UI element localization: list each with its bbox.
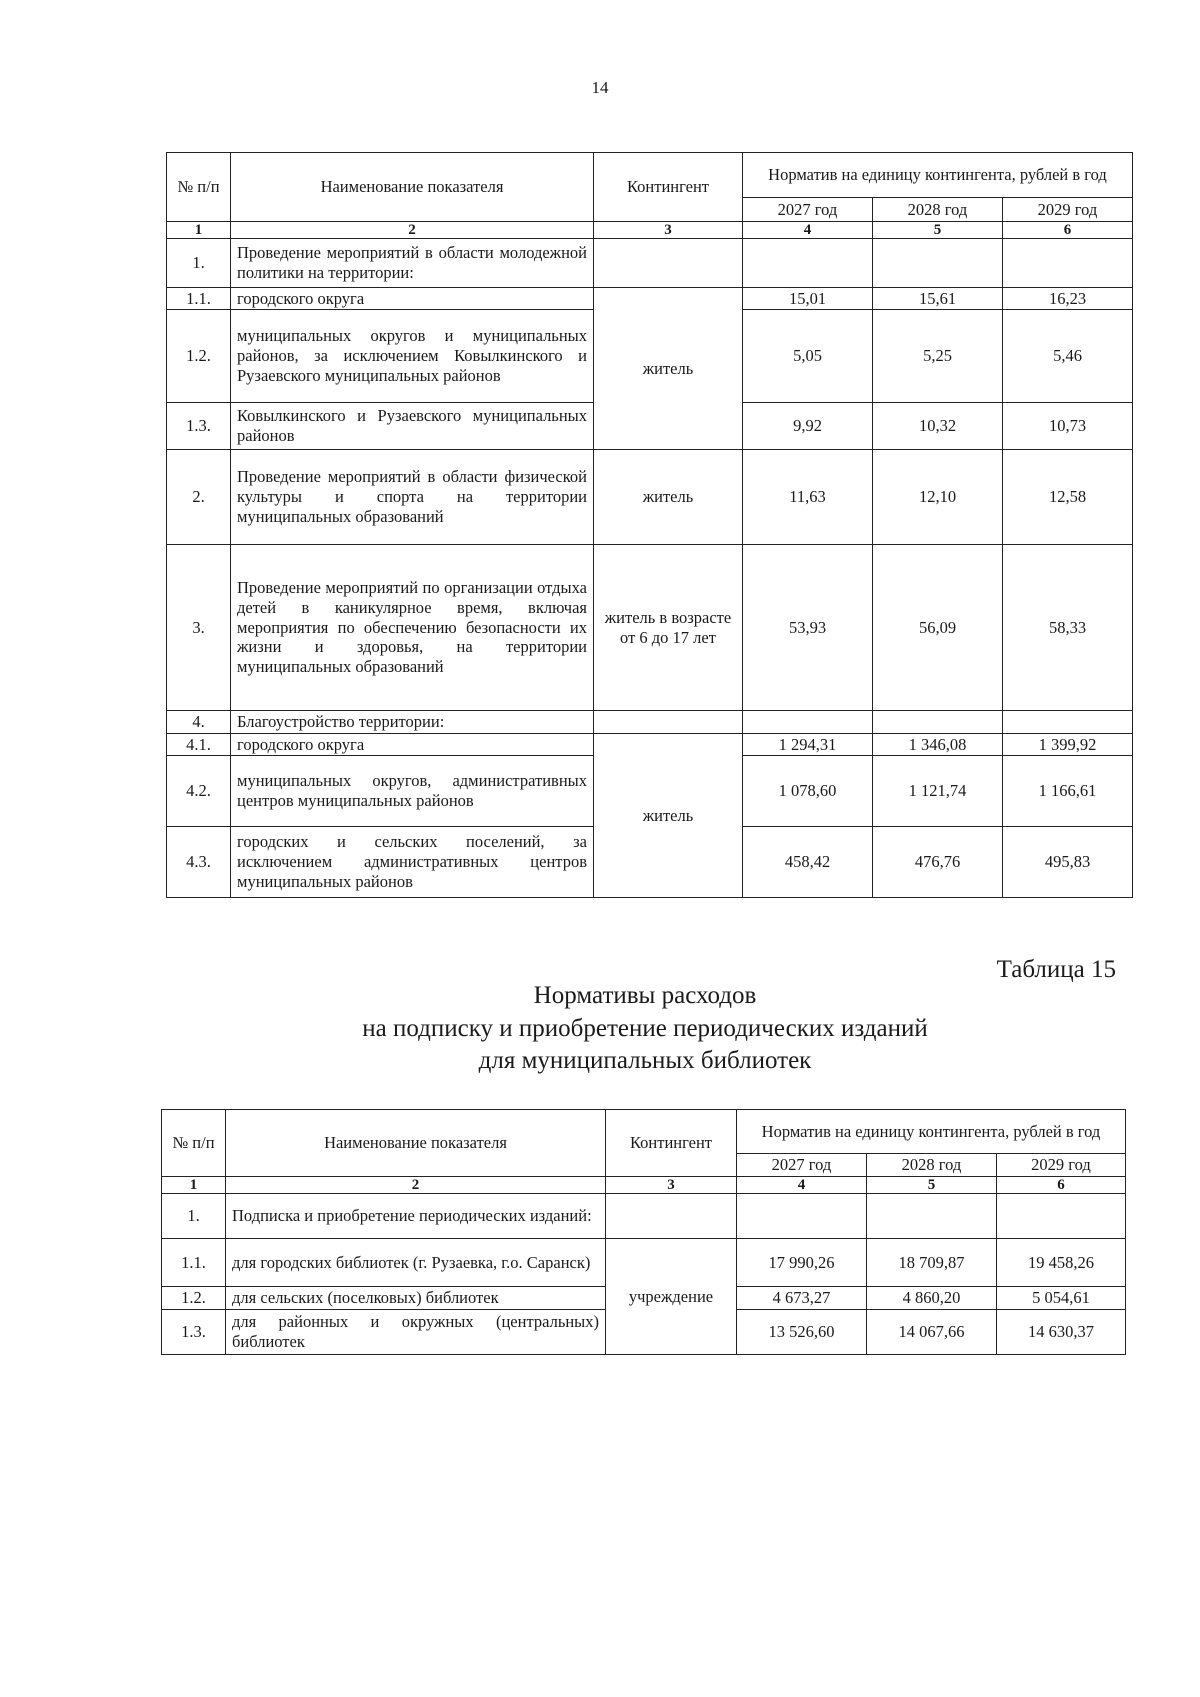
row-value-2029: 12,58 <box>1003 450 1133 545</box>
row-value-2029: 16,23 <box>1003 288 1133 310</box>
row-contingent: житель <box>594 288 743 450</box>
row-value-2027: 4 673,27 <box>737 1287 867 1310</box>
row-value-2027 <box>743 711 873 734</box>
row-name: городского округа <box>231 734 594 756</box>
row-value-2028 <box>873 711 1003 734</box>
norms-table-15 <box>161 1109 1126 1355</box>
row-value-2028: 5,25 <box>873 310 1003 403</box>
header-norm: Норматив на единицу контингента, рублей в год <box>743 153 1133 198</box>
row-contingent: житель <box>594 450 743 545</box>
header-name: Наименование показателя <box>231 153 594 222</box>
table-row <box>167 239 1133 288</box>
index-row <box>167 222 1133 239</box>
row-value-2028: 1 346,08 <box>873 734 1003 756</box>
header-year-2029: 2029 год <box>997 1154 1126 1177</box>
row-name: Ковылкинского и Рузаевского муниципальных районов <box>231 403 594 450</box>
row-value-2029: 19 458,26 <box>997 1239 1126 1287</box>
row-value-2027 <box>737 1194 867 1239</box>
header-num: № п/п <box>167 153 231 222</box>
row-contingent: житель в возрасте от 6 до 17 лет <box>594 545 743 711</box>
row-value-2028: 14 067,66 <box>867 1310 997 1355</box>
norms-table-14 <box>166 152 1133 898</box>
row-value-2028: 56,09 <box>873 545 1003 711</box>
row-num: 1.1. <box>167 288 231 310</box>
index-row <box>162 1177 1126 1194</box>
row-value-2027: 15,01 <box>743 288 873 310</box>
header-contingent: Контингент <box>606 1110 737 1177</box>
header-year-2028: 2028 год <box>873 198 1003 222</box>
header-year-2027: 2027 год <box>737 1154 867 1177</box>
row-name: городского округа <box>231 288 594 310</box>
table-row <box>167 450 1133 545</box>
header-year-2029: 2029 год <box>1003 198 1133 222</box>
row-num: 1.3. <box>167 403 231 450</box>
row-value-2029: 5 054,61 <box>997 1287 1126 1310</box>
row-value-2028: 12,10 <box>873 450 1003 545</box>
row-num: 4.1. <box>167 734 231 756</box>
row-value-2029: 58,33 <box>1003 545 1133 711</box>
index-cell: 3 <box>594 222 743 239</box>
title-line: на подписку и приобретение периодических изданий <box>362 1014 928 1042</box>
index-cell: 2 <box>231 222 594 239</box>
index-cell: 6 <box>1003 222 1133 239</box>
index-cell: 2 <box>226 1177 606 1194</box>
table-row <box>167 288 1133 310</box>
row-value-2027: 458,42 <box>743 827 873 898</box>
row-num: 1. <box>167 239 231 288</box>
row-name: городских и сельских поселений, за исключением административных центров муниципальных районов <box>231 827 594 898</box>
row-value-2027: 1 078,60 <box>743 756 873 827</box>
row-value-2029 <box>997 1194 1126 1239</box>
row-name: для районных и окружных (центральных) библиотек <box>226 1310 606 1355</box>
row-value-2027: 1 294,31 <box>743 734 873 756</box>
row-contingent <box>594 711 743 734</box>
title-line: Нормативы расходов <box>533 982 757 1009</box>
row-num: 1.2. <box>167 310 231 403</box>
row-num: 4.2. <box>167 756 231 827</box>
row-value-2028: 476,76 <box>873 827 1003 898</box>
row-contingent: житель <box>594 734 743 898</box>
row-name: для сельских (поселковых) библиотек <box>226 1287 606 1310</box>
row-value-2027 <box>743 239 873 288</box>
header-norm: Норматив на единицу контингента, рублей в год <box>737 1110 1126 1154</box>
title-line: для муниципальных библиотек <box>478 1047 812 1074</box>
page-number: 14 <box>591 78 609 97</box>
row-value-2028: 15,61 <box>873 288 1003 310</box>
index-cell: 5 <box>873 222 1003 239</box>
row-value-2029: 1 399,92 <box>1003 734 1133 756</box>
index-cell: 1 <box>162 1177 226 1194</box>
table-row <box>162 1239 1126 1287</box>
table-row <box>167 734 1133 756</box>
row-contingent <box>594 239 743 288</box>
header-name: Наименование показателя <box>226 1110 606 1177</box>
row-num: 1.1. <box>162 1239 226 1287</box>
row-name: Проведение мероприятий по организации отдыха детей в каникулярное время, включая мероприятия по обеспечению безопасности их жизни и здоровья, на территории муниципальных образований <box>231 545 594 711</box>
row-value-2029: 10,73 <box>1003 403 1133 450</box>
row-value-2027: 11,63 <box>743 450 873 545</box>
row-value-2029: 1 166,61 <box>1003 756 1133 827</box>
row-value-2027: 53,93 <box>743 545 873 711</box>
header-year-2028: 2028 год <box>867 1154 997 1177</box>
header-num: № п/п <box>162 1110 226 1177</box>
header-contingent: Контингент <box>594 153 743 222</box>
row-num: 2. <box>167 450 231 545</box>
index-cell: 4 <box>743 222 873 239</box>
row-num: 1. <box>162 1194 226 1239</box>
row-value-2027: 13 526,60 <box>737 1310 867 1355</box>
row-value-2029 <box>1003 239 1133 288</box>
row-value-2028: 18 709,87 <box>867 1239 997 1287</box>
row-name: Проведение мероприятий в области молодежной политики на территории: <box>231 239 594 288</box>
row-value-2028: 1 121,74 <box>873 756 1003 827</box>
table-row <box>167 711 1133 734</box>
row-num: 1.3. <box>162 1310 226 1355</box>
row-num: 4.3. <box>167 827 231 898</box>
index-cell: 4 <box>737 1177 867 1194</box>
row-name: для городских библиотек (г. Рузаевка, г.о. Саранск) <box>226 1239 606 1287</box>
row-num: 1.2. <box>162 1287 226 1310</box>
table-15-label: Таблица 15 <box>996 956 1116 983</box>
row-name: Благоустройство территории: <box>231 711 594 734</box>
table-row <box>162 1194 1126 1239</box>
row-value-2027: 9,92 <box>743 403 873 450</box>
row-name: Подписка и приобретение периодических изданий: <box>226 1194 606 1239</box>
index-cell: 3 <box>606 1177 737 1194</box>
row-value-2029: 14 630,37 <box>997 1310 1126 1355</box>
table-row <box>167 545 1133 711</box>
row-value-2028: 4 860,20 <box>867 1287 997 1310</box>
table-15-title <box>0 980 1200 1078</box>
index-cell: 1 <box>167 222 231 239</box>
header-year-2027: 2027 год <box>743 198 873 222</box>
row-name: муниципальных округов и муниципальных районов, за исключением Ковылкинского и Рузаевского муниципальных районов <box>231 310 594 403</box>
row-value-2028 <box>867 1194 997 1239</box>
row-value-2029: 5,46 <box>1003 310 1133 403</box>
row-name: Проведение мероприятий в области физической культуры и спорта на территории муниципальных образований <box>231 450 594 545</box>
row-contingent <box>606 1194 737 1239</box>
row-value-2027: 17 990,26 <box>737 1239 867 1287</box>
row-value-2027: 5,05 <box>743 310 873 403</box>
index-cell: 5 <box>867 1177 997 1194</box>
row-num: 3. <box>167 545 231 711</box>
index-cell: 6 <box>997 1177 1126 1194</box>
row-value-2029: 495,83 <box>1003 827 1133 898</box>
row-num: 4. <box>167 711 231 734</box>
row-value-2029 <box>1003 711 1133 734</box>
row-contingent: учреждение <box>606 1239 737 1355</box>
row-value-2028 <box>873 239 1003 288</box>
row-value-2028: 10,32 <box>873 403 1003 450</box>
row-name: муниципальных округов, административных центров муниципальных районов <box>231 756 594 827</box>
